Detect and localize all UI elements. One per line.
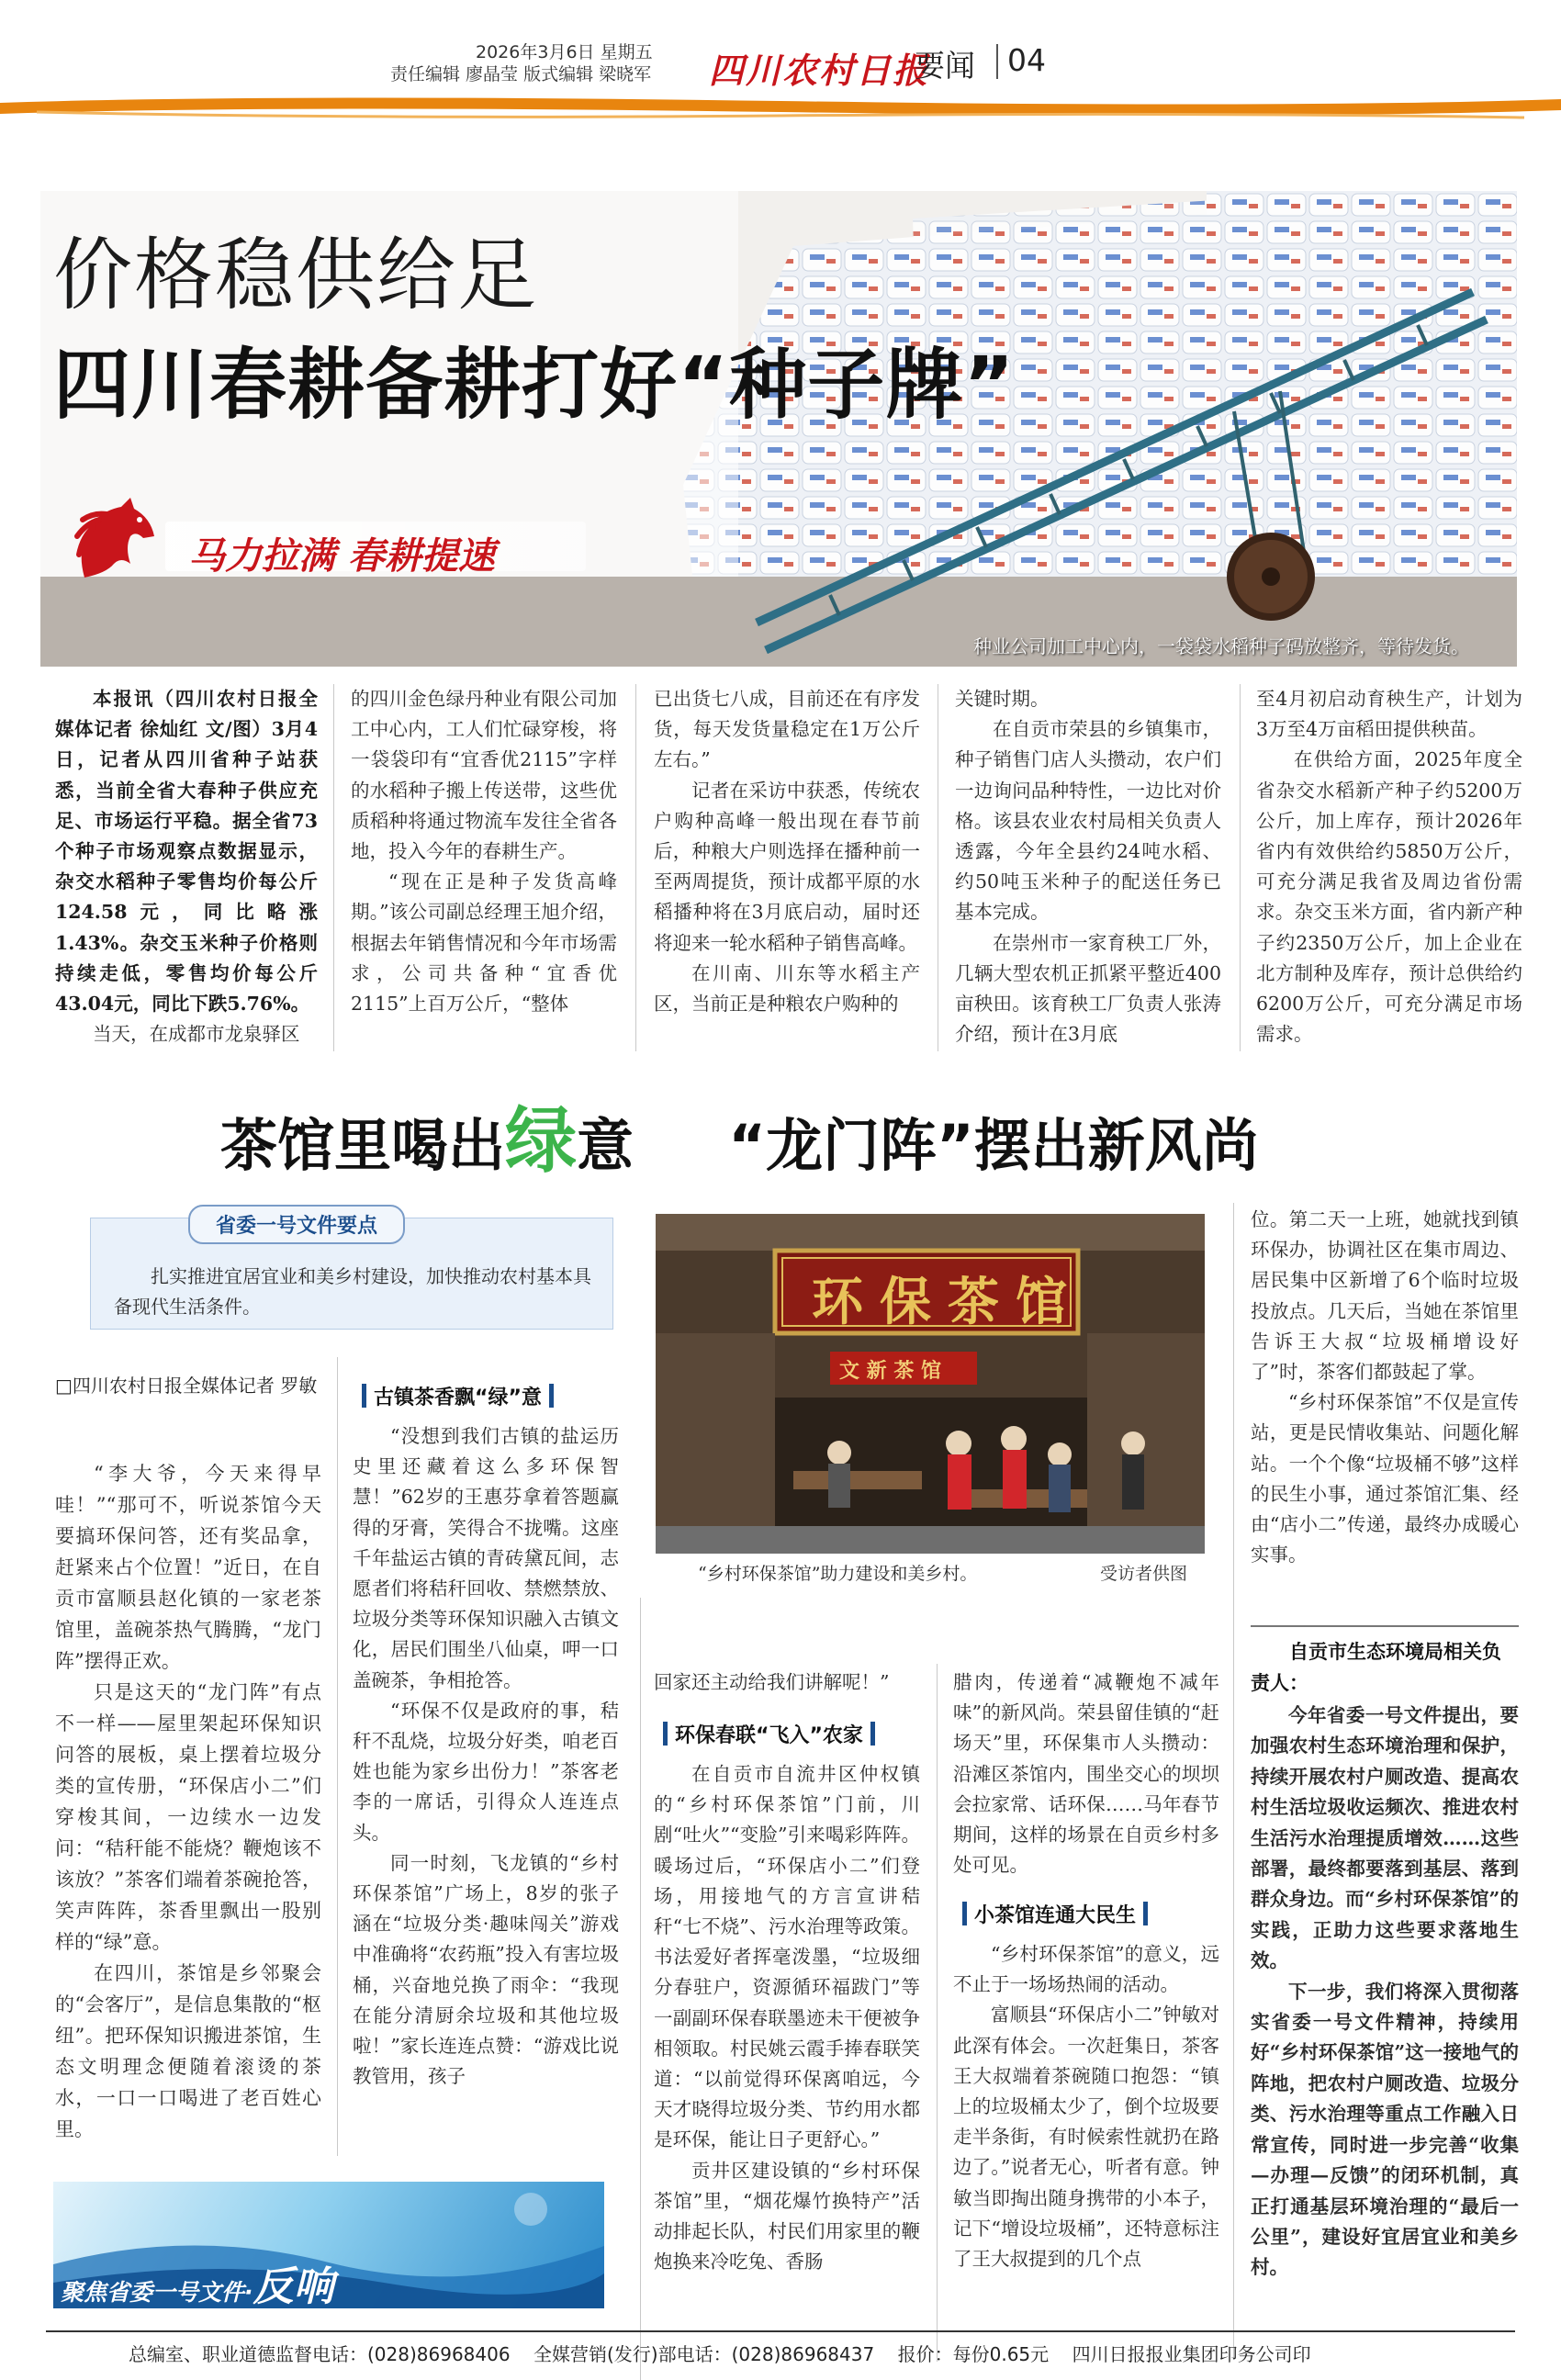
story1-para: “现在正是种子发货高峰期。”该公司副总经理王旭介绍，根据去年销售情况和今年市场需求，公司共备种“宜香优2115”上百万公斤，“整体 — [351, 870, 617, 1016]
header-editors: 责任编辑 廖晶莹 版式编辑 梁晓军 — [390, 64, 652, 84]
column-rule — [640, 1598, 641, 2380]
response-text — [1251, 1701, 1519, 2284]
horse-logo — [66, 490, 167, 591]
story2-intro — [55, 1458, 321, 2145]
column-rule — [1240, 684, 1241, 1051]
body-para: 贡井区建设镇的“乡村环保茶馆”里，“烟花爆竹换特产”活动排起长队，村民们用家里的鞭炮换来冷吃兔、香肠 — [654, 2159, 920, 2273]
story1-para: 当天，在成都市龙泉驿区 — [93, 1023, 300, 1046]
intro-para: “李大爷，今天来得早哇！”“那可不，听说茶馆今天要搞环保问答，还有奖品拿，赶紧来占个位置！”近日，在自贡市富顺县赵化镇的一家老茶馆里，盖碗茶热气腾腾，“龙门阵”摆得正欢。 — [55, 1463, 321, 1672]
body-para: 回家还主动给我们讲解呢！” — [654, 1671, 890, 1693]
section-divider — [996, 44, 998, 79]
subhead-text: 环保春联“飞入”农家 — [675, 1723, 863, 1747]
column-rule — [1233, 1203, 1234, 2360]
response-title: 自贡市生态环境局相关负责人： — [1251, 1641, 1501, 1694]
headline-part: “龙门阵”摆出新风尚 — [728, 1112, 1259, 1179]
subhead-3 — [962, 1895, 1148, 1932]
story1-para: 在供给方面，2025年度全省杂交水稻新产种子约5200万公斤，加上库存，预计2026年省内有效供给约5850万公斤，可充分满足我省及周边省份需求。杂交玉米方面，省内新产种子约2350万公斤，加上企业在北方制种及库存，预计总供给约6200万公斤，可充分满足市场需求。 — [1256, 748, 1522, 1046]
body-para: “乡村环保茶馆”的意义，远不止于一场场热闹的活动。 — [953, 1943, 1219, 1996]
story1-para: 在自贡市荣县的乡镇集市，种子销售门店人头攒动，农户们一边询问品种特性，一边比对价格。该县农业农村局相关负责人透露，今年全县约24吨水稻、约50吨玉米种子的配送任务已基本完成。 — [955, 718, 1221, 924]
subhead-bar — [663, 1722, 668, 1746]
story2-col-4a — [953, 1667, 1219, 1880]
page-number: 04 — [1007, 42, 1046, 78]
subhead-2 — [663, 1715, 875, 1752]
story1-para: 本报讯（四川农村日报全媒体记者 徐灿红 文/图）3月4日，记者从四川省种子站获悉，当前全省大春种子供应充足、市场运行平稳。据全省73个种子市场观察点数据显示，杂交水稻种子零售均价每公斤124.58元，同比略涨1.43%。杂交玉米种子价格则持续走低，零售均价每公斤43.04元，同比下跌5.76%。 — [55, 688, 318, 1016]
body-para: 在自贡市自流井区仲权镇的“乡村环保茶馆”门前，川剧“吐火”“变脸”引来喝彩阵阵。暖场过后，“环保店小二”们登场，用接地气的方言宣讲秸秆“七不烧”、污水治理等政策。书法爱好者挥毫泼墨，“垃圾细分春驻户，资源循环福跋门”等一副副环保春联墨迹未干便被争相领取。村民姚云霞手捧春联笑道：“以前觉得环保离咱远，今天才晓得垃圾分类、节约用水都是环保，能让日子更舒心。” — [654, 1763, 920, 2151]
header-ribbon — [0, 90, 1561, 127]
column-rule — [333, 684, 334, 1051]
body-para: 位。第二天一上班，她就找到镇环保办，协调社区在集市周边、居民集中区新增了6个临时垃圾投放点。几天后，当她在茶馆里告诉王大叔“垃圾桶增设好了”时，茶客们都鼓起了掌。 — [1251, 1208, 1519, 1384]
section-name: 要闻 — [915, 48, 975, 84]
response-rule — [1251, 1625, 1519, 1627]
doc-box-text: 扎实推进宜居宜业和美乡村建设，加快推动农村基本具备现代生活条件。 — [114, 1265, 591, 1318]
column-rule — [337, 1357, 338, 2156]
story1-para: 至4月初启动育秧生产，计划为3万至4万亩稻田提供秧苗。 — [1256, 688, 1522, 741]
response-para: 今年省委一号文件提出，要加强农村生态环境治理和保护，持续开展农村户厕改造、提高农村生活垃圾收运频次、推进农村生活污水治理提质增效……这些部署，最终都要落到基层、落到群众身边。而“乡村环保茶馆”的实践，正助力这些要求落地生效。 — [1251, 1704, 1519, 1972]
teahouse-photo — [656, 1214, 1205, 1554]
badge-text: 马力拉满 春耕提速 — [188, 535, 495, 578]
subhead-text: 古镇茶香飘“绿”意 — [374, 1386, 542, 1409]
header-date: 2026年3月6日 星期五 — [476, 42, 653, 62]
story1-col-3 — [654, 684, 920, 1019]
headline-2: 四川春耕备耕打好“种子牌” — [53, 340, 1016, 430]
story1-col-5 — [1256, 684, 1522, 1050]
subhead-bar — [870, 1722, 875, 1746]
subhead-bar — [362, 1384, 366, 1408]
story2-col-3a — [654, 1667, 920, 1698]
subhead-bar — [962, 1902, 967, 1925]
banner-big: 反响 — [253, 2263, 334, 2308]
banner-text — [61, 2253, 334, 2308]
horse-icon — [66, 490, 167, 591]
photo-credit: 受访者供图 — [1100, 1564, 1188, 1584]
photo-caption: 种业公司加工中心内，一袋袋水稻种子码放整齐，等待发货。 — [973, 635, 1469, 657]
story2-byline: □四川农村日报全媒体记者 罗敏 — [55, 1375, 318, 1397]
footer-text: 总编室、职业道德监督电话：(028)86968406 全媒营销(发行)部电话：(028)86968437 报价：每份0.65元 四川日报报业集团印务公司印 — [129, 2343, 1311, 2365]
headline-1: 价格稳供给足 — [53, 230, 538, 321]
column-rule — [635, 684, 636, 1051]
subhead-1 — [362, 1377, 554, 1414]
body-para: “环保不仅是政府的事，秸秆不乱烧，垃圾分好类，咱老百姓也能为家乡出份力！”茶客老李的一席话，引得众人连连点头。 — [353, 1699, 619, 1844]
story1-col-2 — [351, 684, 617, 1019]
story1-para: 的四川金色绿丹种业有限公司加工中心内，工人们忙碌穿梭，将一袋袋印有“宜香优2115”字样的水稻种子搬上传送带，这些优质稻种将通过物流车发往全省各地，投入今年的春耕生产。 — [351, 688, 617, 863]
story2-headline — [220, 1083, 1259, 1186]
body-para: “没想到我们古镇的盐运历史里还藏着这么多环保智慧！”62岁的王惠芬拿着答题赢得的牙膏，笑得合不拢嘴。这座千年盐运古镇的青砖黛瓦间，志愿者们将秸秆回收、禁燃禁放、垃圾分类等环保知识融入古镇文化，居民们围坐八仙桌，呷一口盖碗茶，争相抢答。 — [353, 1425, 619, 1691]
focus-banner — [53, 2182, 604, 2308]
story1-para: 关键时期。 — [955, 688, 1050, 710]
subhead-bar — [549, 1384, 554, 1408]
body-para: 腊肉，传递着“减鞭炮不减年味”的新风尚。荣县留佳镇的“赶场天”里，环保集市人头攒动：沿滩区茶馆内，围坐交心的坝坝会拉家常、话环保……马年春节期间，这样的场景在自贡乡村多处可见。 — [953, 1671, 1219, 1877]
story2-col-4b — [953, 1939, 1219, 2274]
headline-green-char: 绿 — [505, 1100, 578, 1183]
teahouse-caption: “乡村环保茶馆”助力建设和美乡村。 — [698, 1564, 978, 1584]
story1-para: 在崇州市一家育秧工厂外，几辆大型农机正抓紧平整近400亩秧田。该育秧工厂负责人张涛介绍，预计在3月底 — [955, 931, 1221, 1046]
intro-para: 只是这天的“龙门阵”有点不一样——屋里架起环保知识问答的展板，桌上摆着垃圾分类的宣传册，“环保店小二”们穿梭其间，一边续水一边发问：“秸秆能不能烧？鞭炮该不该放？”茶客们端着茶碗抢答，笑声阵阵，茶香里飘出一股别样的“绿”意。 — [55, 1681, 321, 1953]
intro-para: 在四川，茶馆是乡邻聚会的“会客厅”，是信息集散的“枢纽”。把环保知识搬进茶馆，生态文明理念便随着滚烫的茶水，一口一口喝进了老百姓心里。 — [55, 1962, 321, 2140]
column-rule — [937, 1664, 938, 2362]
headline-part: 茶馆里喝出 — [220, 1112, 506, 1179]
story1-para: 已出货七八成，目前还在有序发货，每天发货量稳定在1万公斤左右。” — [654, 688, 920, 771]
story1-para: 在川南、川东等水稻主产区，当前正是种粮农户购种的 — [654, 961, 920, 1016]
body-para: 同一时刻，飞龙镇的“乡村环保茶馆”广场上，8岁的张子涵在“垃圾分类·趣味闯关”游戏中准确将“农药瓶”投入有害垃圾桶，兴奋地兑换了雨伞：“我现在能分清厨余垃圾和其他垃圾啦！”家长连连点赞：“游戏比说教管用，孩子 — [353, 1851, 619, 2088]
story2-col-2 — [353, 1421, 619, 2092]
body-para: 富顺县“环保店小二”钟敏对此深有体会。一次赶集日，茶客王大叔端着茶碗随口抱怨：“镇上的垃圾桶太少了，倒个垃圾要走半条街，有时候索性就扔在路边了。”说者无心，听者有意。钟敏当即掏出随身携带的小本子，记下“增设垃圾桶”，还特意标注了王大叔提到的几个点 — [953, 2004, 1219, 2271]
subhead-text: 小茶馆连通大民生 — [974, 1903, 1137, 1927]
subhead-bar — [1143, 1902, 1148, 1925]
story2-col-3b — [654, 1759, 920, 2277]
story2-col-5 — [1251, 1205, 1519, 1570]
doc-box-title: 省委一号文件要点 — [188, 1205, 405, 1244]
paper-name-logo: 四川农村日报 — [709, 50, 930, 91]
teahouse-sign-2: 文 新 茶 馆 — [839, 1359, 941, 1383]
footer-rule — [46, 2330, 1515, 2332]
headline-part: 意 — [577, 1112, 635, 1179]
response-para: 下一步，我们将深入贯彻落实省委一号文件精神，持续用好“乡村环保茶馆”这一接地气的阵地，把农村户厕改造、垃圾分类、污水治理等重点工作融入日常宣传，同时进一步完善“收集—办理—反馈”的闭环机制，真正打通基层环境治理的“最后一公里”，建设好宜居宜业和美乡村。 — [1251, 1980, 1519, 2279]
story1-para: 记者在采访中获悉，传统农户购种高峰一般出现在春节前后，种粮大户则选择在播种前一至两周提货，预计成都平原的水稻播种将在3月底启动，届时还将迎来一轮水稻种子销售高峰。 — [654, 779, 920, 954]
story1-col-4 — [955, 684, 1221, 1050]
teahouse-sign: 环保茶馆 — [812, 1272, 1084, 1332]
story1-col-1 — [55, 684, 318, 1050]
body-para: “乡村环保茶馆”不仅是宣传站，更是民情收集站、问题化解站。一个个像“垃圾桶不够”这样的民生小事，通过茶馆汇集、经由“店小二”传递，最终办成暖心实事。 — [1251, 1391, 1519, 1566]
banner-label: 聚焦省委一号文件· — [61, 2279, 253, 2306]
